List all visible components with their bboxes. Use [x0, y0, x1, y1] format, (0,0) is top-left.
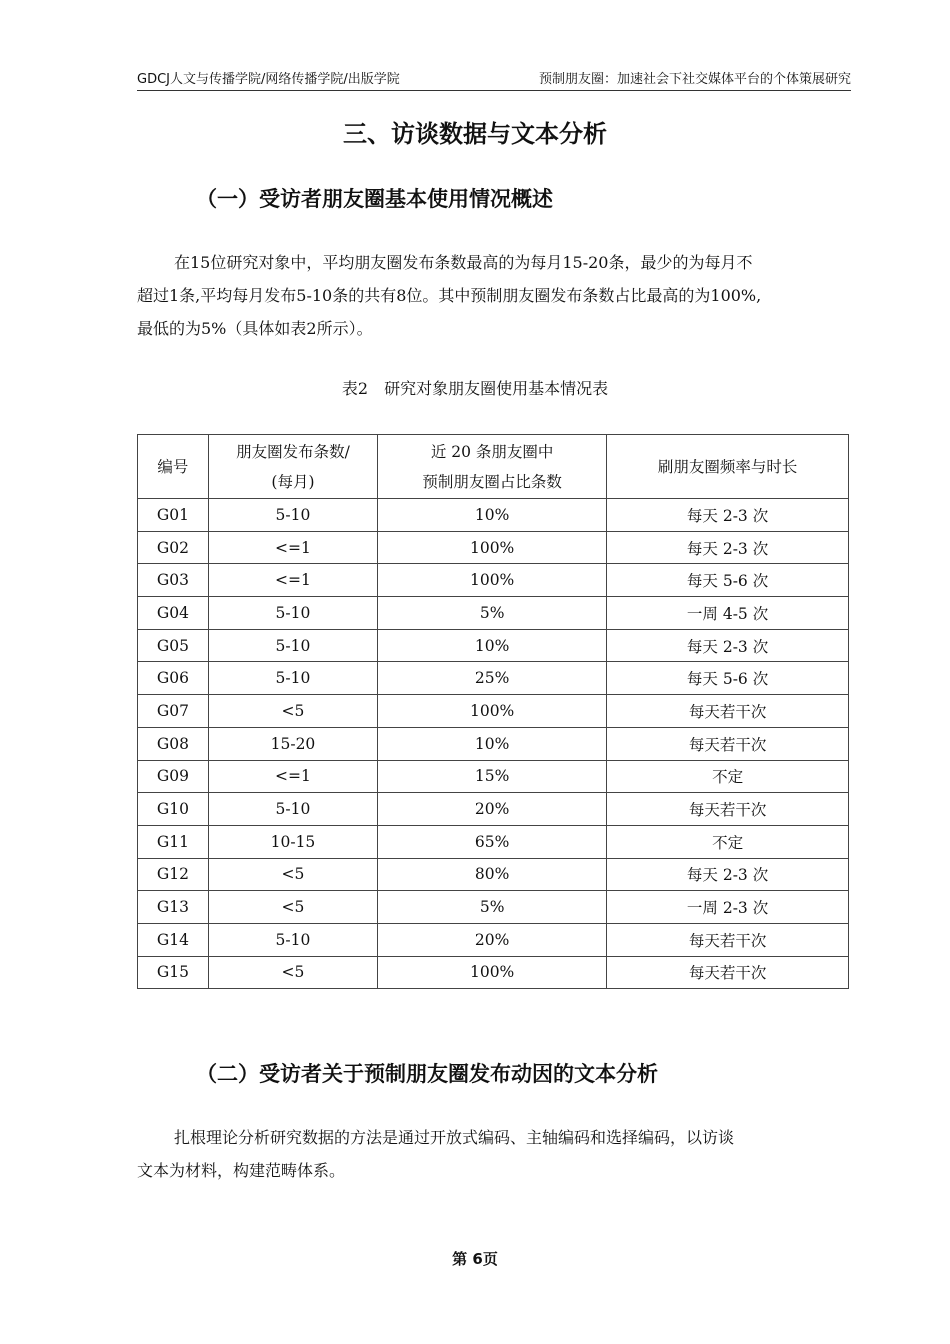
page-number: 第 6页: [452, 1250, 498, 1268]
subsection-title-1: （一）受访者朋友圈基本使用情况概述: [196, 187, 553, 211]
cell-id: G05: [138, 629, 209, 662]
cell-posts: <5: [208, 858, 377, 891]
header-prefab-ratio: 近 20 条朋友圈中 预制朋友圈占比条数: [378, 435, 607, 499]
cell-frequency: 不定: [607, 825, 849, 858]
cell-posts: 5-10: [208, 499, 377, 532]
cell-ratio: 10%: [378, 727, 607, 760]
cell-ratio: 20%: [378, 793, 607, 826]
cell-posts: 5-10: [208, 597, 377, 630]
cell-frequency: 每天若干次: [607, 793, 849, 826]
paragraph-line: 最低的为5%（具体如表2所示）。: [137, 319, 373, 338]
cell-id: G10: [138, 793, 209, 826]
table-row: [138, 662, 849, 695]
cell-id: G15: [138, 956, 209, 989]
cell-posts: 5-10: [208, 923, 377, 956]
table-row: [138, 629, 849, 662]
cell-ratio: 100%: [378, 531, 607, 564]
table-row: [138, 597, 849, 630]
cell-posts: <=1: [208, 531, 377, 564]
cell-posts: 5-10: [208, 629, 377, 662]
cell-posts: <5: [208, 695, 377, 728]
table-row: [138, 695, 849, 728]
table-row: [138, 891, 849, 924]
cell-ratio: 100%: [378, 695, 607, 728]
paragraph-line: 文本为材料，构建范畴体系。: [137, 1161, 346, 1180]
cell-ratio: 5%: [378, 597, 607, 630]
header-paper-title: 预制朋友圈：加速社会下社交媒体平台的个体策展研究: [538, 72, 851, 87]
paragraph-line: 超过1条,平均每月发布5-10条的共有8位。其中预制朋友圈发布条数占比最高的为100%,: [137, 286, 762, 305]
cell-posts: 10-15: [208, 825, 377, 858]
header-institution: GDCJ人文与传播学院/网络传播学院/出版学院: [137, 72, 400, 87]
cell-ratio: 25%: [378, 662, 607, 695]
cell-frequency: 每天 5-6 次: [607, 662, 849, 695]
cell-posts: <5: [208, 891, 377, 924]
table-caption: 表2 研究对象朋友圈使用基本情况表: [341, 379, 609, 398]
cell-frequency: 每天若干次: [607, 727, 849, 760]
table-row: [138, 793, 849, 826]
cell-ratio: 10%: [378, 629, 607, 662]
header-browse-frequency: 刷朋友圈频率与时长: [607, 435, 849, 499]
paragraph-usage-overview: [137, 246, 851, 345]
cell-frequency: 不定: [607, 760, 849, 793]
cell-frequency: 每天若干次: [607, 956, 849, 989]
paragraph-line: 在15位研究对象中，平均朋友圈发布条数最高的为每月15-20条，最少的为每月不: [174, 253, 753, 272]
cell-id: G09: [138, 760, 209, 793]
paragraph-line: 扎根理论分析研究数据的方法是通过开放式编码、主轴编码和选择编码，以访谈: [174, 1128, 735, 1147]
table-header-row: [138, 435, 849, 499]
paragraph-coding-method: [137, 1121, 851, 1187]
cell-frequency: 每天 2-3 次: [607, 499, 849, 532]
cell-id: G08: [138, 727, 209, 760]
cell-ratio: 100%: [378, 564, 607, 597]
table-row: [138, 564, 849, 597]
cell-id: G07: [138, 695, 209, 728]
cell-frequency: 每天 2-3 次: [607, 858, 849, 891]
cell-posts: <=1: [208, 760, 377, 793]
table-row: [138, 923, 849, 956]
subsection-title-2: （二）受访者关于预制朋友圈发布动因的文本分析: [196, 1062, 658, 1086]
header-id: 编号: [138, 435, 209, 499]
cell-id: G14: [138, 923, 209, 956]
cell-posts: <=1: [208, 564, 377, 597]
table-row: [138, 825, 849, 858]
cell-posts: <5: [208, 956, 377, 989]
table-row: [138, 499, 849, 532]
cell-id: G11: [138, 825, 209, 858]
table-row: [138, 956, 849, 989]
cell-id: G06: [138, 662, 209, 695]
cell-frequency: 一周 2-3 次: [607, 891, 849, 924]
cell-ratio: 10%: [378, 499, 607, 532]
cell-ratio: 5%: [378, 891, 607, 924]
header-posts-per-month: 朋友圈发布条数/ (每月): [208, 435, 377, 499]
cell-id: G03: [138, 564, 209, 597]
table-body: [138, 499, 849, 989]
table-row: [138, 858, 849, 891]
table-row: [138, 760, 849, 793]
cell-ratio: 100%: [378, 956, 607, 989]
cell-frequency: 每天若干次: [607, 695, 849, 728]
cell-id: G12: [138, 858, 209, 891]
cell-frequency: 每天 2-3 次: [607, 531, 849, 564]
cell-posts: 15-20: [208, 727, 377, 760]
cell-id: G04: [138, 597, 209, 630]
cell-ratio: 15%: [378, 760, 607, 793]
cell-ratio: 80%: [378, 858, 607, 891]
cell-id: G13: [138, 891, 209, 924]
usage-table: [137, 434, 849, 989]
table-row: [138, 531, 849, 564]
table-row: [138, 727, 849, 760]
cell-ratio: 65%: [378, 825, 607, 858]
cell-id: G02: [138, 531, 209, 564]
cell-ratio: 20%: [378, 923, 607, 956]
cell-frequency: 每天 5-6 次: [607, 564, 849, 597]
cell-frequency: 一周 4-5 次: [607, 597, 849, 630]
cell-posts: 5-10: [208, 793, 377, 826]
cell-posts: 5-10: [208, 662, 377, 695]
running-header: [137, 64, 851, 91]
section-title: 三、访谈数据与文本分析: [343, 120, 607, 148]
cell-id: G01: [138, 499, 209, 532]
cell-frequency: 每天 2-3 次: [607, 629, 849, 662]
cell-frequency: 每天若干次: [607, 923, 849, 956]
